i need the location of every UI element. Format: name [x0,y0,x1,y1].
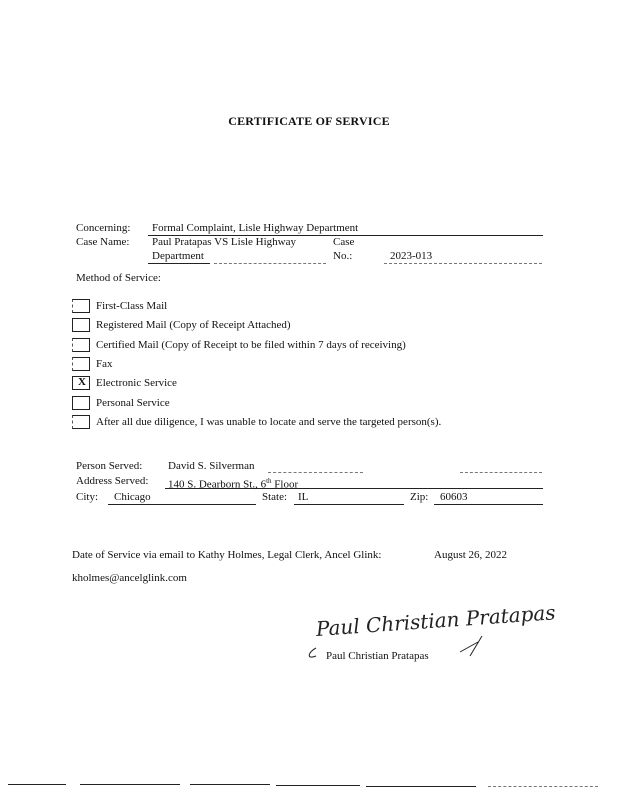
case-name-dash [214,263,326,264]
email-address: kholmes@ancelglink.com [72,572,187,584]
case-name-value-line1: Paul Pratapas VS Lisle Highway [152,236,297,248]
address-served-suffix: Floor [271,478,299,491]
concerning-label: Concerning: [76,222,131,234]
case-no-dash [384,263,542,264]
scan-line-6 [488,786,598,787]
concerning-value: Formal Complaint, Lisle Highway Department [152,222,359,234]
state-value: IL [298,491,309,503]
person-served-value: David S. Silverman [168,460,255,472]
first-class-mail-label: First-Class Mail [96,300,168,312]
first-class-mail-checkbox[interactable] [72,299,90,313]
address-served-street: 140 S. Dearborn St., 6 [168,478,267,491]
zip-label: Zip: [410,491,429,503]
signature-printed-name: Paul Christian Pratapas [326,650,429,662]
scan-line-3 [190,784,270,785]
date-of-service-date: August 26, 2022 [434,549,508,561]
fax-checkbox[interactable] [72,357,90,371]
case-name-value-line2: Department [152,250,204,262]
city-value: Chicago [114,491,151,503]
state-label: State: [262,491,288,503]
certified-mail-checkbox[interactable] [72,338,90,352]
address-served-label-text: Address Served: [76,475,149,487]
electronic-service-label: Electronic Service [96,377,177,389]
scan-line-5 [366,786,476,787]
personal-service-checkbox[interactable] [72,396,90,410]
case-no-value: 2023-013 [390,250,433,262]
fax-label: Fax [96,358,113,370]
address-served-label [76,475,148,488]
address-served-value [168,475,298,492]
handwritten-signature: Paul Christian Pratapas [315,600,557,641]
scan-line-2 [80,784,180,785]
date-of-service-text: Date of Service via email to Kathy Holmes, Legal Clerk, Ancel Glink: [72,549,382,561]
registered-mail-checkbox[interactable] [72,318,90,332]
electronic-service-checkbox[interactable] [72,376,90,390]
address-served-sup: th [266,477,272,485]
case-no-label-line1: Case [333,236,355,248]
person-served-dash [268,472,363,473]
case-no-label-line2: No.: [333,250,353,262]
city-underline [108,504,256,505]
unable-to-serve-label: After all due diligence, I was unable to locate and serve the targeted person(s). [96,416,442,428]
registered-mail-label: Registered Mail (Copy of Receipt Attached) [96,319,291,331]
zip-underline [434,504,543,505]
case-name-label: Case Name: [76,236,130,248]
scan-line-4 [276,785,360,786]
signature-mark [460,636,482,656]
zip-value: 60603 [440,491,468,503]
state-underline [294,504,404,505]
document-title: CERTIFICATE OF SERVICE [228,114,390,128]
person-served-dash-right [460,472,542,473]
person-served-label: Person Served: [76,460,143,472]
unable-to-serve-checkbox[interactable] [72,415,90,429]
signature-loop [309,648,316,657]
method-of-service-label: Method of Service: [76,272,161,284]
case-name-underline [148,263,210,264]
address-served-underline [165,488,543,489]
city-label: City: [76,491,99,503]
check-x-mark: X [78,376,86,388]
scan-line-1 [8,784,66,785]
personal-service-label: Personal Service [96,397,170,409]
certified-mail-label: Certified Mail (Copy of Receipt to be filed within 7 days of receiving) [96,339,406,351]
